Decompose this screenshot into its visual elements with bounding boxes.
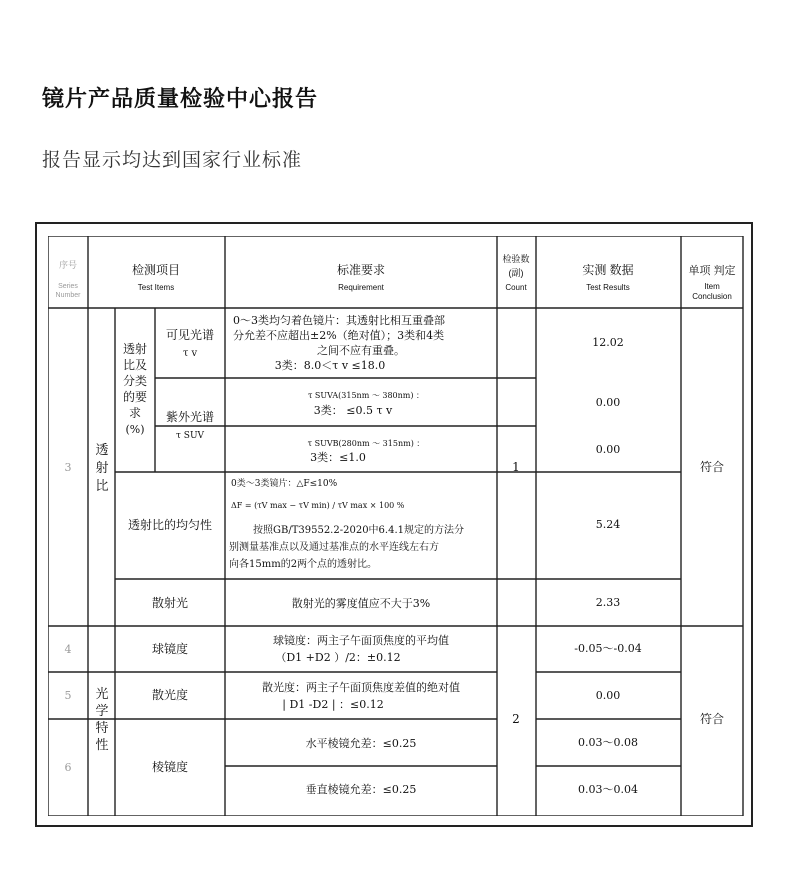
prism-label: 棱镜度 [151, 760, 189, 774]
prism-v-result: 0.03～0.04 [578, 783, 638, 796]
uniformity-req-line: 按照GB/T39552.2-2020中6.4.1规定的方法分 [253, 525, 465, 536]
uniformity-formula: ΔF = (τV max − τV min) / τV max × 100 % [231, 501, 405, 510]
uva-result: 0.00 [595, 396, 621, 409]
group1-conclusion: 符合 [699, 460, 725, 474]
category-char: 透 [95, 443, 109, 458]
header-count-unit: (副) [508, 268, 524, 278]
visible-req-line: 3类：8.0＜τ v ≤18.0 [274, 359, 386, 372]
uvb-result: 0.00 [595, 443, 621, 456]
visible-req-line: 0～3类均匀着色镜片：其透射比相互重叠部 [233, 314, 445, 327]
astigmatism-req-line: | D1 -D2 | ：≤0.12 [282, 698, 384, 711]
sub-label-line: 的要 [122, 390, 148, 404]
category-char: 比 [95, 479, 109, 494]
header-results-cn: 实测 数据 [582, 263, 634, 277]
header-number-cn: 序号 [58, 260, 78, 270]
header-requirement-en: Requirement [338, 283, 384, 292]
group1-count: 1 [512, 460, 520, 474]
uva-req-line: τ SUVA(315nm ～ 380nm) ： [307, 391, 425, 400]
group-transmittance [65, 313, 725, 610]
uvb-req-line: τ SUVB(280nm ～ 315nm) ： [307, 439, 425, 448]
prism-h-result: 0.03～0.08 [578, 736, 638, 749]
row-number-3: 3 [64, 461, 72, 474]
prism-v-req: 垂直棱镜允差：≤0.25 [305, 783, 417, 796]
page-title: 镜片产品质量检验中心报告 [42, 87, 319, 112]
visible-spectrum-symbol: τ v [182, 348, 198, 359]
sphere-result: -0.05～-0.04 [574, 642, 642, 655]
sub-label-line: 透射 [122, 342, 148, 356]
uniformity-req-line: 向各15mm的2两个点的透射比。 [229, 559, 378, 570]
visible-spectrum-label: 可见光谱 [165, 328, 215, 342]
header-results-en: Test Results [586, 283, 630, 292]
header-items-en: Test Items [137, 283, 175, 292]
category-char: 光 [95, 687, 109, 702]
uniformity-req-line: 别测量基准点以及通过基准点的水平连线左右方 [229, 542, 439, 553]
scatter-req: 散射光的雾度值应不大于3% [291, 597, 431, 610]
astigmatism-req-line: 散光度：两主子午面顶焦度差值的绝对值 [262, 681, 460, 694]
sphere-req-line: 球镜度：两主子午面顶焦度的平均值 [273, 634, 449, 647]
uv-spectrum-symbol: τ SUV [175, 431, 205, 441]
page-subtitle: 报告显示均达到国家行业标准 [42, 149, 303, 171]
sphere-label: 球镜度 [151, 642, 189, 656]
row-number-5: 5 [64, 689, 72, 702]
group-optical-properties [65, 633, 725, 796]
visible-req-line: 之间不应有重叠。 [317, 344, 405, 357]
header-conclusion-en2: Conclusion [692, 292, 732, 301]
row-number-4: 4 [64, 643, 72, 656]
sub-label-line: 分类 [122, 374, 148, 388]
group2-count: 2 [512, 712, 520, 726]
category-char: 学 [95, 704, 109, 719]
visible-result: 12.02 [592, 336, 624, 349]
sphere-req-line: （D1 +D2 ）/2：±0.12 [275, 651, 401, 664]
sub-label-line: 求 [128, 406, 142, 420]
header-conclusion-en1: Item [704, 282, 720, 291]
group2-conclusion: 符合 [699, 712, 725, 726]
astigmatism-label: 散光度 [151, 688, 189, 702]
sub-label-line: (%) [125, 423, 145, 436]
uniformity-label: 透射比的均匀性 [127, 518, 213, 532]
scatter-label: 散射光 [151, 596, 189, 610]
visible-req-line: 分允差不应超出±2%（绝对值）；3类和4类 [233, 329, 445, 342]
header-count-en: Count [505, 283, 527, 292]
inspection-report-table [48, 236, 744, 816]
astigmatism-result: 0.00 [595, 689, 621, 702]
header-number-en1: Series [58, 283, 78, 290]
prism-h-req: 水平棱镜允差：≤0.25 [305, 737, 417, 750]
uniformity-req-line: 0类～3类镜片：△F≤10% [231, 479, 338, 489]
header-count-cn: 检验数 [502, 254, 530, 264]
header-number-en2: Number [55, 292, 81, 299]
scatter-result: 2.33 [595, 596, 621, 609]
uvb-req-line: 3类：≤1.0 [310, 451, 366, 464]
uva-req-line: 3类： ≤0.5 τ v [313, 404, 393, 417]
uniformity-result: 5.24 [595, 518, 621, 531]
row-number-6: 6 [64, 761, 72, 774]
uv-spectrum-label: 紫外光谱 [165, 410, 215, 424]
category-char: 特 [95, 721, 109, 736]
sub-label-line: 比及 [122, 358, 148, 372]
table-header [56, 253, 736, 301]
category-char: 射 [95, 461, 109, 476]
header-requirement-cn: 标准要求 [336, 263, 386, 277]
header-items-cn: 检测项目 [131, 263, 181, 277]
header-conclusion-cn: 单项 判定 [688, 265, 736, 277]
category-char: 性 [95, 738, 109, 753]
